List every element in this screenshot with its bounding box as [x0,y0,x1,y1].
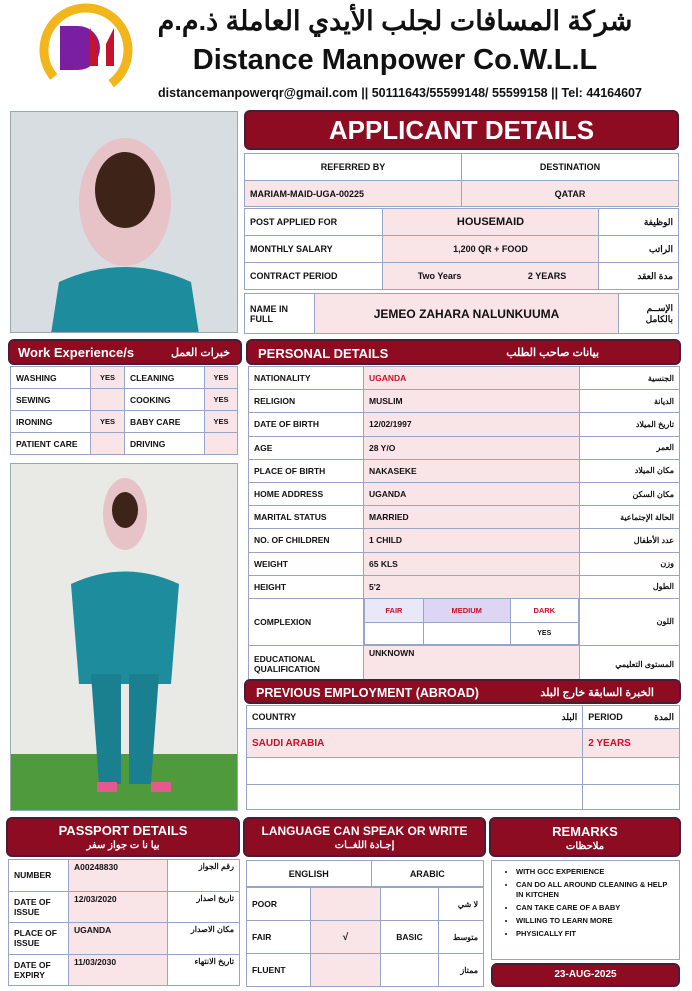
previous-employment-table [246,705,680,810]
personal-label-ar: تاريخ الميلاد [580,413,680,436]
applicant-details-title: APPLICANT DETAILS [244,110,679,150]
personal-detail-row [249,529,680,552]
name-label-ar: الإســم بالكامل [619,294,679,334]
skill-label: CLEANING [125,367,205,389]
previous-empty-row [247,758,583,785]
remarks-title-ar: ملاحظات [565,841,605,852]
contract-label: CONTRACT PERIOD [245,263,383,290]
complexion-option: FAIR [365,599,424,623]
salary-label-ar: الراتب [599,236,679,263]
referral-table [244,153,679,207]
personal-value: 28 Y/O [364,436,580,459]
remark-item: • PHYSICALLY FIT [516,929,671,939]
previous-empty-cell [583,785,680,810]
remark-item: • CAN DO ALL AROUND CLEANING & HELP IN KITCHEN [516,880,671,900]
work-experience-header [8,339,242,365]
post-label: POST APPLIED FOR [245,209,383,236]
applicant-fullbody-photo [10,463,238,811]
language-level-ar: متوسط [439,921,484,954]
complexion-mark [423,623,510,644]
education-label-ar: المستوى التعليمي [580,645,680,683]
contract-label-ar: مدة العقد [599,263,679,290]
personal-label: WEIGHT [249,552,364,575]
english-header: ENGLISH [247,861,372,887]
passport-row [9,860,240,892]
passport-label: DATE OF ISSUE [9,891,69,923]
post-label-ar: الوظيفة [599,209,679,236]
country-label-ar: البلد [474,706,583,729]
language-title-ar: إجـادة اللغــات [334,840,395,851]
referred-by-value: MARIAM-MAID-UGA-00225 [245,181,462,207]
previous-employment-title-ar: الخبرة السابقة خارج البلد [540,687,654,699]
personal-label-ar: الجنسية [580,367,680,390]
personal-label-ar: العمر [580,436,680,459]
complexion-mark [365,623,424,644]
personal-value: NAKASEKE [364,459,580,482]
work-experience-table [10,366,238,455]
remarks-header [489,817,681,857]
destination-value: QATAR [462,181,679,207]
company-logo [38,2,138,100]
passport-row [9,891,240,923]
skill-value: YES [91,367,125,389]
language-title: LANGUAGE CAN SPEAK OR WRITE [261,824,468,838]
period-label: PERIOD [583,706,641,729]
work-experience-row [11,389,238,411]
remarks-box [491,860,680,960]
skill-label: SEWING [11,389,91,411]
company-name-ar: شركة المسافات لجلب الأيدي العاملة ذ.م.م [157,6,633,36]
language-table [246,860,484,987]
passport-label-ar: تاريخ الانتهاء [168,954,240,986]
personal-value: MARRIED [364,506,580,529]
personal-label: RELIGION [249,390,364,413]
complexion-label: COMPLEXION [249,598,364,645]
personal-detail-row [249,575,680,598]
referred-by-label: REFERRED BY [245,154,462,181]
previous-employment-title: PREVIOUS EMPLOYMENT (ABROAD) [256,686,479,700]
personal-label: HOME ADDRESS [249,482,364,505]
complexion-label-ar: اللون [580,598,680,645]
language-level: FLUENT [247,954,311,987]
personal-detail-row [249,390,680,413]
skill-value [91,433,125,455]
personal-label: NO. OF CHILDREN [249,529,364,552]
remarks-date: 23-AUG-2025 [491,963,680,987]
skill-label: BABY CARE [125,411,205,433]
previous-empty-row [247,785,583,810]
name-label: NAME IN FULL [245,294,315,334]
applicant-portrait-photo [10,111,238,333]
passport-label-ar: مكان الاصدار [168,923,240,955]
personal-label: HEIGHT [249,575,364,598]
language-level-ar: ممتاز [439,954,484,987]
personal-label-ar: مكان الميلاد [580,459,680,482]
language-row [247,921,484,954]
personal-details-title: PERSONAL DETAILS [258,346,389,361]
passport-value: 11/03/2030 [69,954,168,986]
work-experience-title-ar: خبرات العمل [170,347,230,359]
personal-value: MUSLIM [364,390,580,413]
personal-label: NATIONALITY [249,367,364,390]
complexion-options [364,598,580,645]
skill-value [205,433,238,455]
language-level: POOR [247,888,311,921]
english-level-value [311,954,381,987]
personal-label: DATE OF BIRTH [249,413,364,436]
remark-item: • WITH GCC EXPERIENCE [516,867,671,877]
passport-label: DATE OF EXPIRY [9,954,69,986]
remark-item: • CAN TAKE CARE OF A BABY [516,903,671,913]
period-label-ar: المدة [640,706,679,729]
arabic-level-value [381,888,439,921]
passport-label-ar: رقم الجواز [168,860,240,892]
previous-period-value: 2 YEARS [583,729,680,758]
personal-label-ar: الطول [580,575,680,598]
previous-empty-cell [583,758,680,785]
skill-label: DRIVING [125,433,205,455]
full-name-value: JEMEO ZAHARA NALUNKUUMA [315,294,619,334]
language-header [243,817,486,857]
skill-value: YES [205,411,238,433]
country-label: COUNTRY [247,706,474,729]
work-experience-row [11,367,238,389]
remarks-title: REMARKS [552,824,618,839]
personal-detail-row [249,367,680,390]
personal-details-title-ar: بيانات صاحب الطلب [506,347,599,359]
arabic-level-value: BASIC [381,921,439,954]
complexion-option: MEDIUM [423,599,510,623]
remark-item: • WILLING TO LEARN MORE [516,916,671,926]
arabic-level-value [381,954,439,987]
company-contact: distancemanpowerqr@gmail.com || 50111643/55599148/ 55599158 || Tel: 44164607 [158,86,642,100]
language-row [247,954,484,987]
personal-detail-row [249,436,680,459]
skill-value [91,389,125,411]
education-row [249,645,680,683]
contract-value: Two Years [383,263,497,290]
passport-label: NUMBER [9,860,69,892]
personal-value: 1 CHILD [364,529,580,552]
personal-details-header [246,339,681,365]
complexion-option: DARK [510,599,578,623]
personal-label: PLACE OF BIRTH [249,459,364,482]
passport-value: UGANDA [69,923,168,955]
passport-title-ar: بيا نا ت جواز سفر [86,840,160,851]
passport-value: A00248830 [69,860,168,892]
passport-table [8,859,240,986]
passport-details-header [6,817,240,857]
passport-label: PLACE OF ISSUE [9,923,69,955]
personal-label-ar: وزن [580,552,680,575]
skill-label: WASHING [11,367,91,389]
personal-value: UGANDA [364,367,580,390]
passport-value: 12/03/2020 [69,891,168,923]
passport-title: PASSPORT DETAILS [58,823,188,838]
previous-employment-header [244,679,681,704]
english-level-value [311,888,381,921]
personal-value: 12/02/1997 [364,413,580,436]
personal-detail-row [249,482,680,505]
post-value: HOUSEMAID [383,209,599,236]
arabic-header: ARABIC [371,861,483,887]
language-level: FAIR [247,921,311,954]
education-label: EDUCATIONAL QUALIFICATION [249,645,364,683]
skill-label: COOKING [125,389,205,411]
personal-label: AGE [249,436,364,459]
personal-detail-row [249,552,680,575]
personal-detail-row [249,459,680,482]
personal-detail-row [249,506,680,529]
personal-value: 5'2 [364,575,580,598]
personal-value: 65 KLS [364,552,580,575]
personal-detail-row [249,413,680,436]
name-table [244,293,679,334]
personal-details-table [248,366,680,684]
passport-label-ar: تاريخ اصدار [168,891,240,923]
passport-row [9,954,240,986]
skill-value: YES [205,389,238,411]
personal-label-ar: مكان السكن [580,482,680,505]
salary-value: 1,200 QR + FOOD [383,236,599,263]
job-table [244,208,679,290]
skill-value: YES [205,367,238,389]
personal-label-ar: الحالة الإجتماعية [580,506,680,529]
complexion-mark: YES [510,623,578,644]
work-experience-row [11,411,238,433]
personal-label: MARITAL STATUS [249,506,364,529]
skill-label: PATIENT CARE [11,433,91,455]
complexion-row [249,598,680,645]
destination-label: DESTINATION [462,154,679,181]
work-experience-title: Work Experience/s [18,345,135,360]
contract-value-alt: 2 YEARS [496,263,598,290]
passport-row [9,923,240,955]
company-name-en: Distance Manpower Co.W.L.L [192,44,598,76]
language-level-ar: لا شي [439,888,484,921]
language-row [247,888,484,921]
previous-country-value: SAUDI ARABIA [247,729,583,758]
skill-value: YES [91,411,125,433]
personal-label-ar: عدد الأطفال [580,529,680,552]
personal-value: UGANDA [364,482,580,505]
education-value: UNKNOWN [364,645,580,683]
salary-label: MONTHLY SALARY [245,236,383,263]
work-experience-row [11,433,238,455]
english-level-value: √ [311,921,381,954]
personal-label-ar: الديانة [580,390,680,413]
skill-label: IRONING [11,411,91,433]
